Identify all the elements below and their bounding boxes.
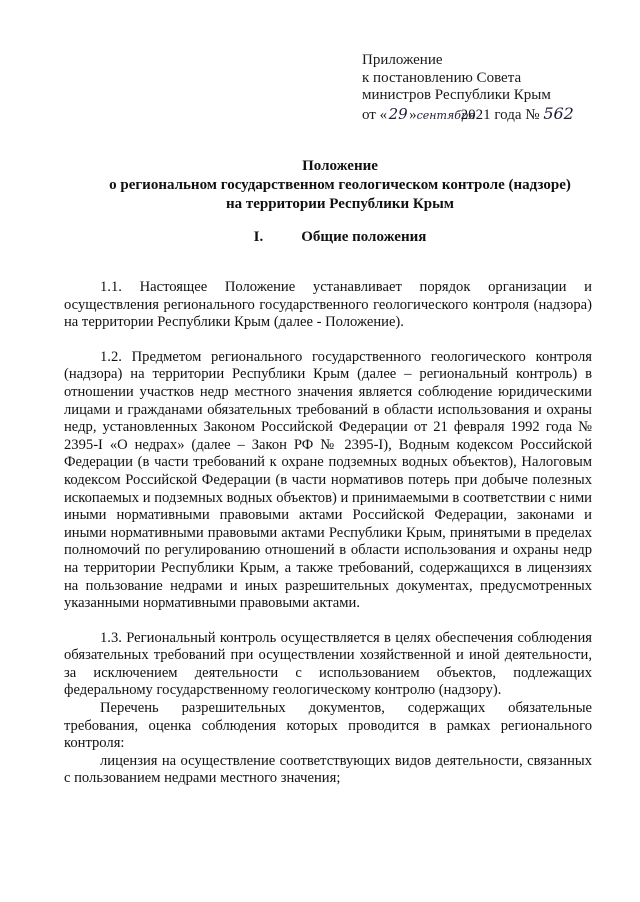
- handwritten-month: сентября: [416, 108, 476, 122]
- appendix-line-1: Приложение: [362, 52, 443, 68]
- document-body: [64, 279, 592, 788]
- appendix-line-2: к постановлению Совета: [362, 69, 522, 86]
- appendix-line-3: министров Республики Крым: [362, 87, 551, 103]
- handwritten-day: 29: [388, 104, 408, 123]
- paragraph-permits-intro: Перечень разрешительных документов, содержащих обязательные требования, оценка соблюдения которых проводится в рамках регионального контроля:: [64, 700, 592, 752]
- date-prefix: от «: [362, 106, 388, 123]
- paragraph-1-1: 1.1. Настоящее Положение устанавливает порядок организации и осуществления регионального государственного геологического контроля (надзора) на территории Республики Крым (далее - Положение).: [64, 279, 592, 331]
- paragraph-license: лицензия на осуществление соответствующих видов деятельности, связанных с пользованием недрами местного значения;: [64, 752, 592, 787]
- title-line-2: о региональном государственном геологическом контроле (надзоре): [109, 177, 571, 193]
- section-heading: [60, 229, 620, 246]
- date-quote-close: »: [409, 106, 417, 123]
- handwritten-doc-number: 562: [543, 103, 574, 123]
- appendix-date-line: [362, 105, 583, 125]
- date-year: 2021 года №: [460, 106, 540, 123]
- title-line-1: Положение: [302, 158, 378, 174]
- title-line-3: на территории Республики Крым: [225, 196, 455, 212]
- section-name: Общие положения: [301, 229, 427, 245]
- appendix-header: [362, 52, 583, 124]
- section-number: I.: [253, 229, 264, 245]
- document-title: [60, 157, 620, 214]
- paragraph-1-3: 1.3. Региональный контроль осуществляется в целях обеспечения соблюдения обязательных требований при осуществлении хозяйственной и иной деятельности, за исключением деятельности с использованием объектов, подлежащих федеральному государственному геологическому контролю (надзору).: [64, 629, 592, 699]
- paragraph-1-2: 1.2. Предметом регионального государственного геологического контроля (надзора) на территории Республики Крым (далее – региональный контроль) в отношении участков недр местного значения является соблюдение юридическими лицами и гражданами обязательных требований в области использования и охраны недр, установленных Законом Российской Федерации от 21 февраля 1992 года № 2395-I «О недрах» (далее – Закон РФ № 2395-I), Водным кодексом Российской Федерации (в части требований к охране подземных водных объектов), Налоговым кодексом Российской Федерации (в части нормативов потерь при добыче полезных ископаемых и подземных водных объектов) и принимаемыми в соответствии с ними иными нормативными правовыми актами Российской Федерации, законами и иными нормативными правовыми актами Республики Крым, принятыми в пределах полномочий по регулированию отношений в области использования и охраны недр на территории Республики Крым, а также требований, содержащихся в лицензиях на пользование недрами и иных разрешительных документах, предусмотренных указанными нормативными правовыми актами.: [64, 348, 592, 612]
